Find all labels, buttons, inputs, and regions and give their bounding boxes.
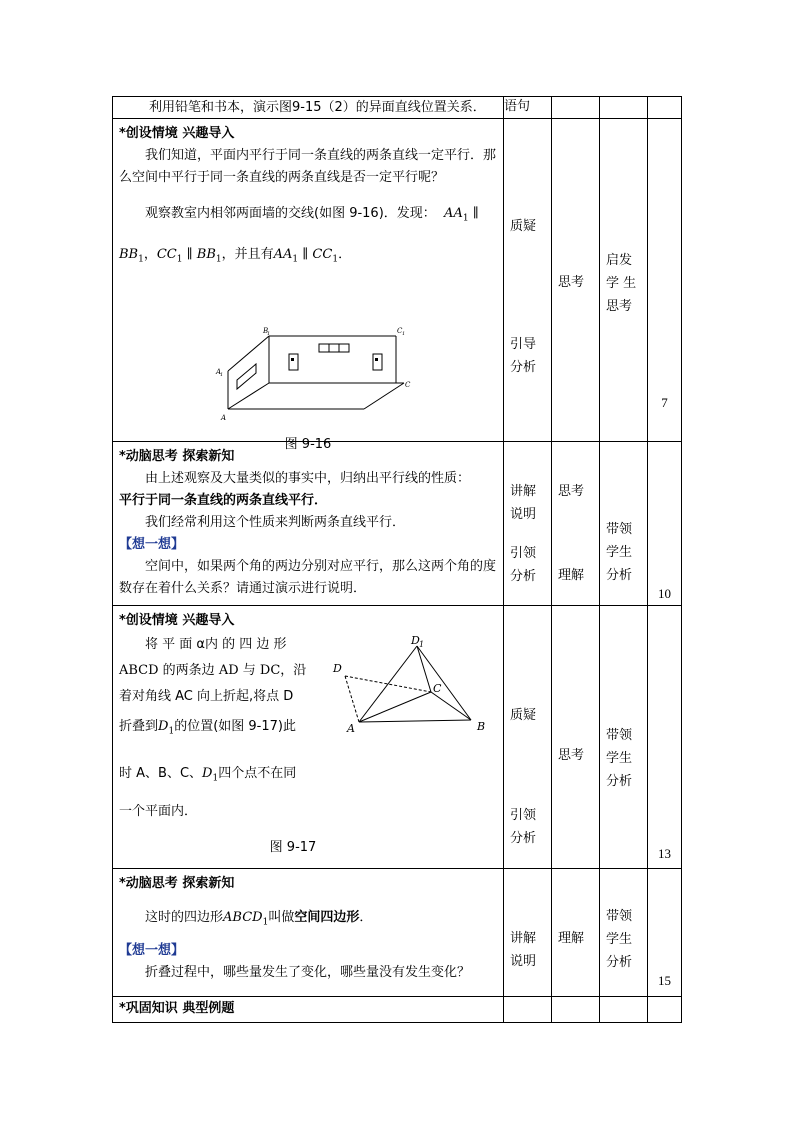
figure-label: B [263,327,269,335]
math-expr: $D_1$ [202,765,219,784]
intent-text: 带领学生分析 [606,909,633,970]
paragraph: 由上述观察及大量类似的事实中，归纳出平行线的性质： [145,471,471,486]
figure-label: B [477,720,486,732]
think-label: 【想一想】 [119,537,185,552]
intent-text: 启发学 生思考 [606,253,637,314]
method-text: 讲解说明 [510,931,537,969]
figure-caption: 图 9-16 [284,437,332,452]
paragraph-text: 这时的四边形 [145,910,224,925]
method-text: 语句 [504,99,531,114]
paragraph: 一个平面内． [119,804,198,820]
demo-text: 利用铅笔和书本，演示图9-15（2）的异面直线位置关系． [149,100,486,115]
paragraph [119,761,497,792]
time-text: 7 [661,395,668,410]
intent-text: 带领学生分析 [606,728,633,789]
time-cell [648,997,682,1023]
table-row [113,869,682,997]
time-cell [648,869,682,997]
paragraph: 折叠过程中，哪些量发生了变化，哪些量没有发生变化？ [145,964,471,980]
section-heading: *动脑思考 探索新知 [119,449,235,464]
figure-caption: 图 9-17 [269,840,317,856]
student-cell [552,97,600,119]
time-text: 15 [658,973,671,988]
method-cell [504,997,552,1023]
paragraph-text: 的位置(如图 9-17)此 [174,719,296,734]
intent-cell [600,997,648,1023]
student-cell [552,442,600,606]
intent-cell [600,442,648,606]
figure-label: A [347,722,355,732]
table-row [113,119,682,442]
paragraph-text: 观察教室内相邻两面墙的交线(如图 9-16)．发现： [145,206,436,221]
figure-label: C [433,682,442,695]
student-text: 理解 [558,568,585,583]
term: 空间四边形 [294,910,360,925]
svg-text:1: 1 [220,372,224,378]
method-cell [504,119,552,442]
intent-cell [600,97,648,119]
intent-cell [600,119,648,442]
svg-text:1: 1 [402,331,406,337]
student-text: 理解 [558,931,585,946]
figure-label: C [397,327,403,335]
method-text: 讲解说明 [510,484,537,522]
math-expr: $ABCD_1$ [223,910,269,928]
method-text: 引领分析 [510,808,537,846]
math-expr: $BB_1$ [119,246,144,265]
method-text: 引领分析 [510,546,537,584]
figure-label: D [333,662,342,675]
paragraph-text: ，并且有 [221,246,274,262]
figure-label: D [411,634,420,647]
table-row [113,997,682,1023]
method-cell [504,606,552,869]
content-cell [113,869,504,997]
svg-text:1: 1 [419,640,425,649]
paragraph [119,905,497,936]
math-expr: $AA_1$ ∥ [439,206,479,224]
section-heading: *创设情境 兴趣导入 [119,126,235,141]
bold-property: 平行于同一条直线的两条直线平行． [119,493,328,508]
student-text: 思考 [558,275,585,290]
paragraph-text: 时 A、B、C、 [119,765,203,781]
paragraph-text: ． [359,910,373,925]
paragraph: $BB_1$，$CC_1$ ∥ $BB_1$，并且有$AA_1$ ∥ $CC_1$． [119,246,352,265]
section-heading: *巩固知识 典型例题 [119,1001,235,1016]
math-expr: $AA_1$ ∥ $CC_1$ [273,246,339,265]
student-text: 思考 [558,484,585,499]
intent-cell [600,606,648,869]
method-cell [504,97,552,119]
content-cell [113,997,504,1023]
paragraph [119,199,497,234]
table-row [113,606,682,869]
content-cell [113,606,504,869]
think-label: 【想一想】 [119,942,185,958]
student-cell [552,606,600,869]
method-text: 质疑 [510,219,537,234]
intent-cell [600,869,648,997]
paragraph: 我们知道，平面内平行于同一条直线的两条直线一定平行．那么空间中平行于同一条直线的两条直线是否一定平行呢？ [119,148,497,185]
figure-label: C [405,381,411,389]
math-expr: $CC_1$ ∥ $BB_1$ [156,246,222,265]
method-cell [504,869,552,997]
paragraph: 将 平 面 α内 的 四 边 形 [145,637,287,652]
student-cell [552,869,600,997]
time-cell [648,119,682,442]
classroom-figure [209,325,419,425]
method-cell [504,442,552,606]
paragraph-text: 四个点不在同 [218,765,297,781]
time-cell [648,97,682,119]
student-text: 思考 [558,748,585,763]
paragraph-text: 折叠到 [119,719,159,734]
student-cell [552,997,600,1023]
method-text: 质疑 [510,708,537,723]
time-cell [648,442,682,606]
paragraph: 着对角线 AC 向上折起,将点 D [119,689,294,704]
method-text: 引导分析 [510,337,537,375]
time-text: 10 [658,586,671,601]
content-cell [113,442,504,606]
paragraph-text: 叫做 [268,910,295,925]
figure-label: A [216,368,222,376]
table-row [113,442,682,606]
section-heading: *动脑思考 探索新知 [119,876,235,891]
math-expr: $D_1$ [158,719,175,737]
svg-text:1: 1 [267,331,271,337]
content-cell [113,119,504,452]
paragraph: ABCD 的两条边 AD 与 DC，沿 [119,663,307,678]
lesson-plan-table [112,96,682,1023]
section-heading: *创设情境 兴趣导入 [119,613,235,628]
time-cell [648,606,682,869]
table-row [113,97,682,119]
time-text: 13 [658,846,671,861]
paragraph: 我们经常利用这个性质来判断两条直线平行． [145,515,406,530]
paragraph: 空间中，如果两个角的两边分别对应平行，那么这两个角的度数存在着什么关系？请通过演示进行说明． [119,559,497,596]
figure-label: A [221,414,227,422]
content-cell [113,97,504,119]
student-cell [552,119,600,442]
folded-quadrilateral-figure [327,632,497,732]
intent-text: 带领学生分析 [606,522,633,583]
